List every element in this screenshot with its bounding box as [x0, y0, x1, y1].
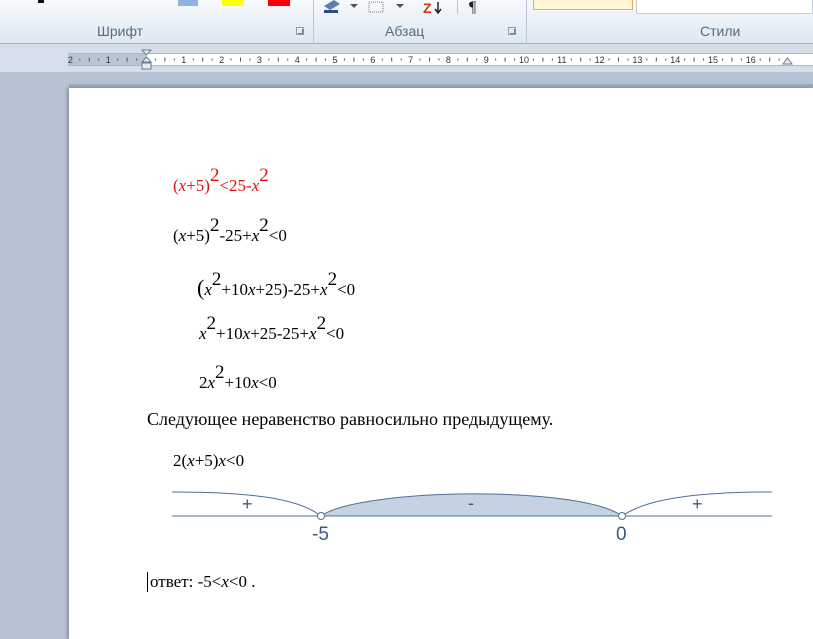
ruler-number: 1 [105, 55, 111, 65]
ruler-number: 11 [557, 55, 567, 65]
ruler-number: 14 [670, 55, 681, 65]
ruler-number: 13 [632, 55, 643, 65]
font-group-label: Шрифт [97, 23, 144, 39]
sign-middle: - [468, 493, 474, 513]
ruler-number: 1 [181, 55, 187, 65]
paragraph-group-label: Абзац [385, 23, 425, 39]
ruler-number: 5 [332, 55, 338, 65]
ruler-number: 10 [518, 55, 530, 65]
ruler-number: 12 [594, 55, 605, 65]
equation-line-5: $2x^2+10x<0$ [199, 362, 277, 392]
sign-right: + [692, 494, 703, 514]
ruler-number: 7 [408, 55, 414, 65]
ruler-number: 15 [707, 55, 719, 65]
equation-line-3: $(x^2+10x+25)-25+x^2<0$ [197, 269, 356, 300]
equation-line-4: $x^2+10x+25-25+x^2<0$ [199, 313, 345, 343]
ruler-number: 2 [68, 55, 73, 65]
sentence-text: Следующее неравенство равносильно предыдущему. [147, 409, 554, 429]
point-0 [619, 513, 626, 520]
ruler-number: 3 [256, 55, 262, 65]
label-0: 0 [616, 524, 627, 545]
sign-left: + [242, 494, 253, 514]
point-minus-5 [318, 513, 325, 520]
ruler-number: 6 [370, 55, 376, 65]
answer-line: ответ: -5<x<0 . [150, 572, 256, 591]
ruler-number: 9 [483, 55, 489, 65]
styles-group-label: Стили [700, 23, 741, 39]
ruler-number: 2 [219, 55, 225, 65]
equation-line-6: 2(x+5)x<0 [173, 451, 245, 470]
ruler-number: 16 [745, 55, 756, 65]
label-minus-5: -5 [312, 524, 329, 545]
svg-text:Z: Z [423, 0, 432, 16]
equation-line-2: $(x+5)^2-25+x^2<0$ [173, 215, 287, 245]
equation-line-1: $(x+5)^2<25-x^2$ [173, 165, 269, 195]
ruler-number: 4 [294, 55, 300, 65]
svg-text:¶: ¶ [469, 0, 477, 16]
ruler-number: 8 [445, 55, 451, 65]
text-cursor [147, 572, 148, 592]
